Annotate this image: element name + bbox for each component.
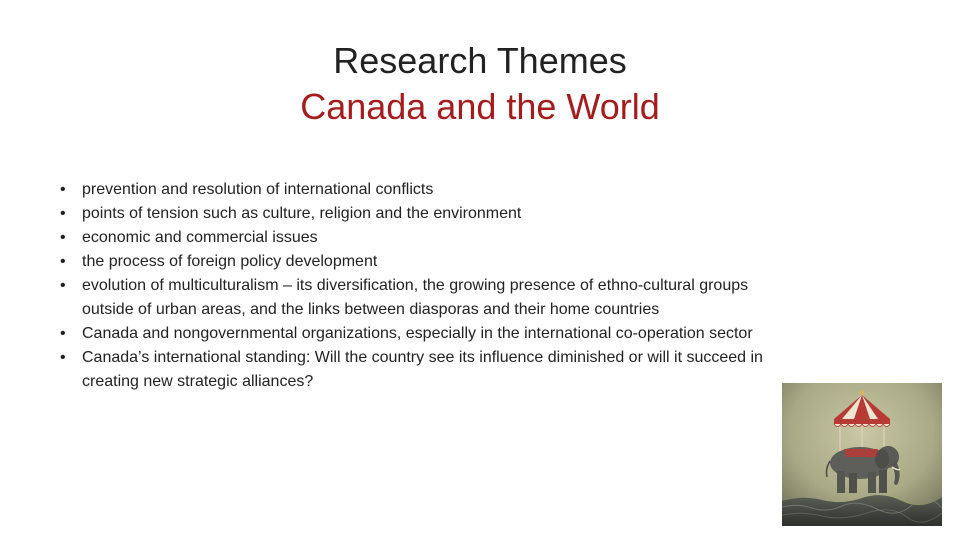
- bullet-dot: •: [60, 229, 66, 246]
- bullet-text: the process of foreign policy development: [82, 253, 378, 270]
- bullet-text: Canada and nongovernmental organizations, especially in the international co-operation sector: [82, 325, 753, 342]
- bullet-dot: •: [60, 277, 66, 294]
- bullet-text: prevention and resolution of international conflicts: [82, 181, 434, 198]
- bullet-text: points of tension such as culture, religion and the environment: [82, 205, 522, 222]
- bullet-item: [60, 274, 802, 322]
- bullet-list: [60, 178, 802, 394]
- title-canada-and-the-world: Canada and the World: [300, 86, 660, 127]
- bullet-text: economic and commercial issues: [82, 229, 318, 246]
- bullet-dot: •: [60, 349, 66, 366]
- bullet-dot: •: [60, 325, 66, 342]
- title-research-themes: Research Themes: [333, 40, 627, 81]
- slide-title: [0, 38, 960, 130]
- bullet-item: [60, 346, 802, 394]
- bullet-item: [60, 226, 802, 250]
- bullet-dot: •: [60, 181, 66, 198]
- bullet-text: evolution of multiculturalism – its diversification, the growing presence of ethno-cultural groups outside of urban areas, and the links between diasporas and their home countries: [82, 277, 749, 318]
- bullet-item: [60, 322, 802, 346]
- bullet-item: [60, 250, 802, 274]
- bullet-text: Canada’s international standing: Will the country see its influence diminished or will it succeed in creating new strategic alliances?: [82, 349, 763, 390]
- bullet-item: [60, 178, 802, 202]
- bullet-dot: •: [60, 253, 66, 270]
- elephant-carousel-image: [782, 383, 942, 526]
- bullet-item: [60, 202, 802, 226]
- bullet-dot: •: [60, 205, 66, 222]
